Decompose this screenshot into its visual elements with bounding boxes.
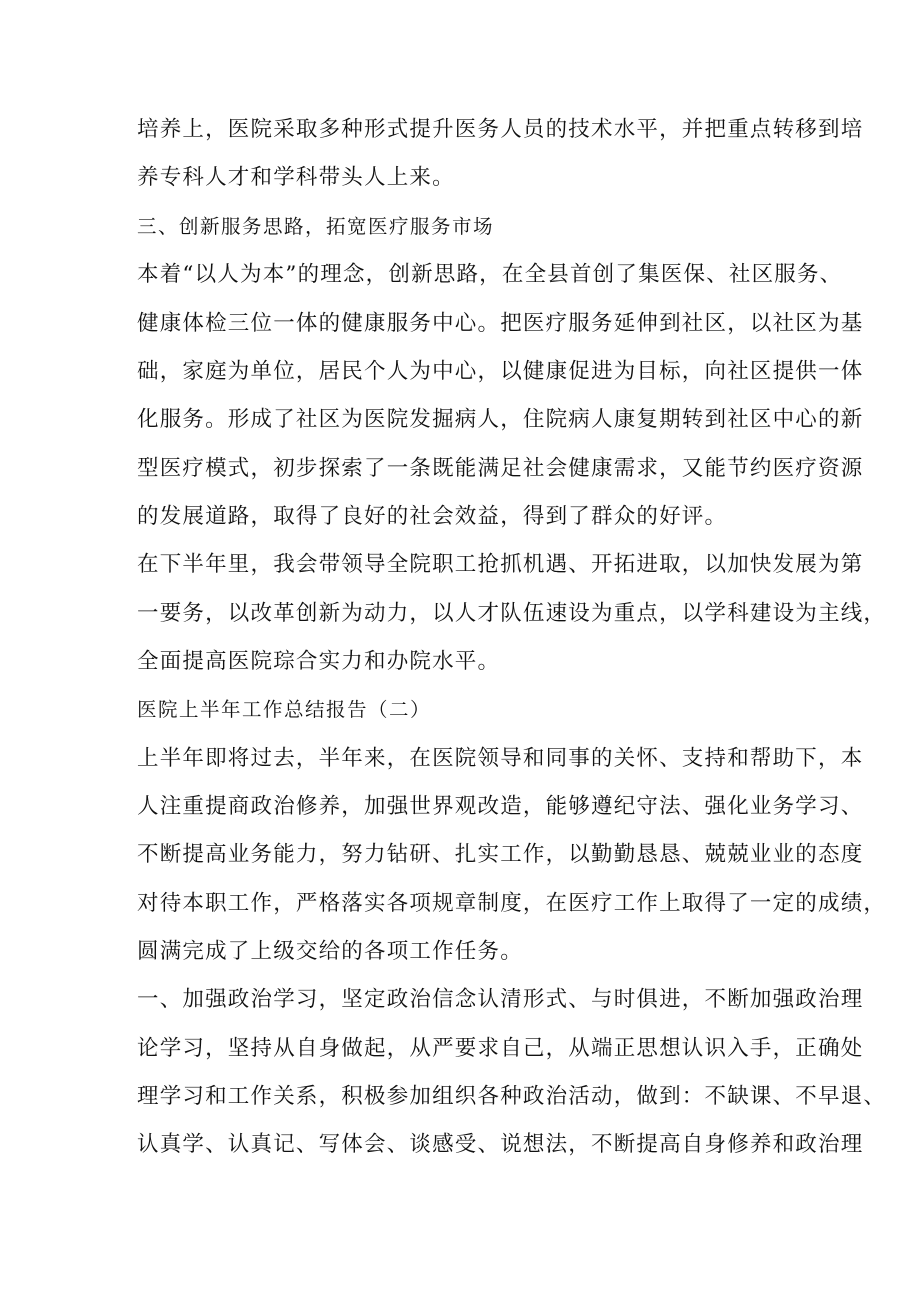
text-line: 一、加强政治学习，坚定政治信念认清形式、与时俱进，不断加强政治理 [137,987,864,1012]
text-line: 本着“以人为本”的理念，创新思路，在全县首创了集医保、社区服务、 [137,262,843,287]
text-line: 不断提高业务能力，努力钻研、扎实工作，以勤勤恳恳、兢兢业业的态度 [137,842,864,867]
text-line: 人注重提商政治修养，加强世界观改造，能够遵纪守法、强化业务学习、 [137,794,864,819]
text-line: 一要务，以改革创新为动力，以人才队伍速设为重点，以学科建设为主线， [137,601,887,626]
text-line: 在下半年里，我会带领导全院职工抢抓机遇、开拓进取，以加快发展为第 [137,552,864,577]
text-line: 理学习和工作关系，积极参加组织各种政治活动，做到：不缺课、不早退、 [137,1084,887,1109]
text-line: 认真学、认真记、写体会、谈感受、说想法，不断提高自身修养和政治理 [137,1132,864,1157]
text-line: 全面提高医院琮合实力和办院水平。 [137,649,501,674]
report-title: 医院上半年工作总结报告（二） [137,698,432,721]
text-line: 健康体检三位一体的健康服务中心。把医疗服务延伸到社区，以社区为基 [137,311,864,336]
text-line: 对待本职工作，严格落实各项规章制度，在医疗工作上取得了一定的成绩， [137,891,887,916]
text-line: 上半年即将过去，半年来，在医院领导和同事的关怀、支持和帮助下，本 [137,746,864,771]
text-line: 养专科人才和学科带头人上来。 [137,165,455,190]
text-line: 础，家庭为单位，居民个人为中心，以健康促进为目标，向社区提供一体 [137,359,864,384]
section-heading: 三、创新服务思路，拓宽医疗服务市场 [137,215,495,238]
text-line: 型医疗模式，初步探索了一条既能满足社会健康需求，又能节约医疗资源 [137,456,864,481]
text-line: 圆满完成了上级交给的各项工作任务。 [137,939,523,964]
text-line: 化服务。形成了社区为医院发掘病人，住院病人康复期转到社区中心的新 [137,407,864,432]
text-line: 的发展道路，取得了良好的社会效益，得到了群众的好评。 [137,504,728,529]
text-line: 论学习，坚持从自身做起，从严要求自己，从端正思想认识入手，正确处 [137,1036,864,1061]
text-line: 培养上，医院采取多种形式提升医务人员的技术水平，并把重点转移到培 [137,117,864,142]
